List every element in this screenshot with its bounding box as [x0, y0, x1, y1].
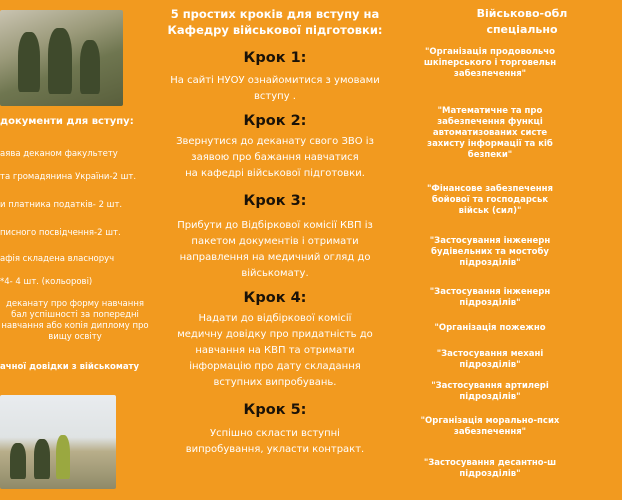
- heading-line: спеціально: [486, 23, 558, 36]
- documents-heading: документи для вступу:: [0, 116, 134, 127]
- document-item: аява деканом факультету: [0, 149, 118, 159]
- document-item: писного посвідчення-2 шт.: [0, 228, 121, 238]
- document-item: и платника податків- 2 шт.: [0, 200, 123, 210]
- right-column: [400, 0, 568, 500]
- step-heading: Крок 1:: [243, 50, 307, 66]
- step-description: Успішно скласти вступні випробування, укласти контракт.: [185, 428, 365, 455]
- step-description: Прибути до Відбіркової комісії КВП із пакетом документів і отримати направлення на медичний огляд до військомату.: [177, 220, 373, 279]
- step-description: На сайті НУОУ ознайомитися з умовами вступу .: [170, 75, 380, 102]
- specialty-item: "Застосування інженерн будівельних та мостобу підрозділів": [429, 236, 551, 268]
- document-item: ачної довідки з військомату: [0, 362, 140, 372]
- specialties-heading: [422, 6, 622, 38]
- soldier-figure: [10, 443, 26, 479]
- soldier-figure: [80, 40, 100, 94]
- specialty-item: "Застосування десантно-ш підрозділів": [423, 458, 557, 479]
- step-description: Надати до відбіркової комісії медичну довідку про придатність до навчання на КВП та отримати інформацію про дату складання вступних випробувань.: [177, 313, 373, 388]
- heading-line: Військово-обл: [476, 7, 568, 20]
- left-column: [0, 0, 150, 500]
- middle-column: [150, 0, 400, 500]
- specialty-item: "Організація продовольчо шкіперського і торговельн забезпечення": [423, 47, 557, 79]
- specialty-item: "Застосування інженерн підрозділів": [429, 287, 551, 308]
- specialty-item: "Організація морально-псих забезпечення": [420, 416, 560, 437]
- soldier-figure: [18, 32, 40, 92]
- soldier-figure: [56, 435, 70, 479]
- title-line: Кафедру військової підготовки:: [167, 23, 383, 37]
- document-item: деканату про форму навчання бал успішності за попередні навчання або копія диплому про вищу освіту: [1, 299, 149, 342]
- specialty-item: "Організація пожежно: [434, 323, 546, 333]
- step-heading: Крок 2:: [243, 113, 307, 129]
- step-heading: Крок 5:: [243, 402, 307, 418]
- step-heading: Крок 3:: [243, 193, 307, 209]
- step-description: Звернутися до деканату свого ЗВО із заявою про бажання навчатися на кафедрі військової підготовки.: [176, 136, 374, 179]
- document-item: та громадянина України-2 шт.: [0, 172, 137, 182]
- specialty-item: "Математичне та про забезпечення функці автоматизованих систе захисту інформації та кіб безпеки": [427, 106, 553, 160]
- specialty-item: "Застосування механі підрозділів": [436, 349, 544, 370]
- soldiers-photo-top: [0, 10, 123, 106]
- soldier-figure: [34, 439, 50, 479]
- step-heading: Крок 4:: [243, 290, 307, 306]
- specialty-item: "Застосування артилері підрозділів": [431, 381, 549, 402]
- document-item: *4- 4 шт. (кольорові): [0, 277, 93, 287]
- title-line: 5 простих кроків для вступу на: [170, 7, 380, 21]
- document-item: афія складена власноруч: [0, 254, 115, 264]
- specialty-item: "Фінансове забезпечення бойової та господарськ військ (сил)": [427, 184, 553, 216]
- soldier-figure: [48, 28, 72, 94]
- training-photo-bottom: [0, 395, 116, 489]
- steps-title: [150, 6, 400, 38]
